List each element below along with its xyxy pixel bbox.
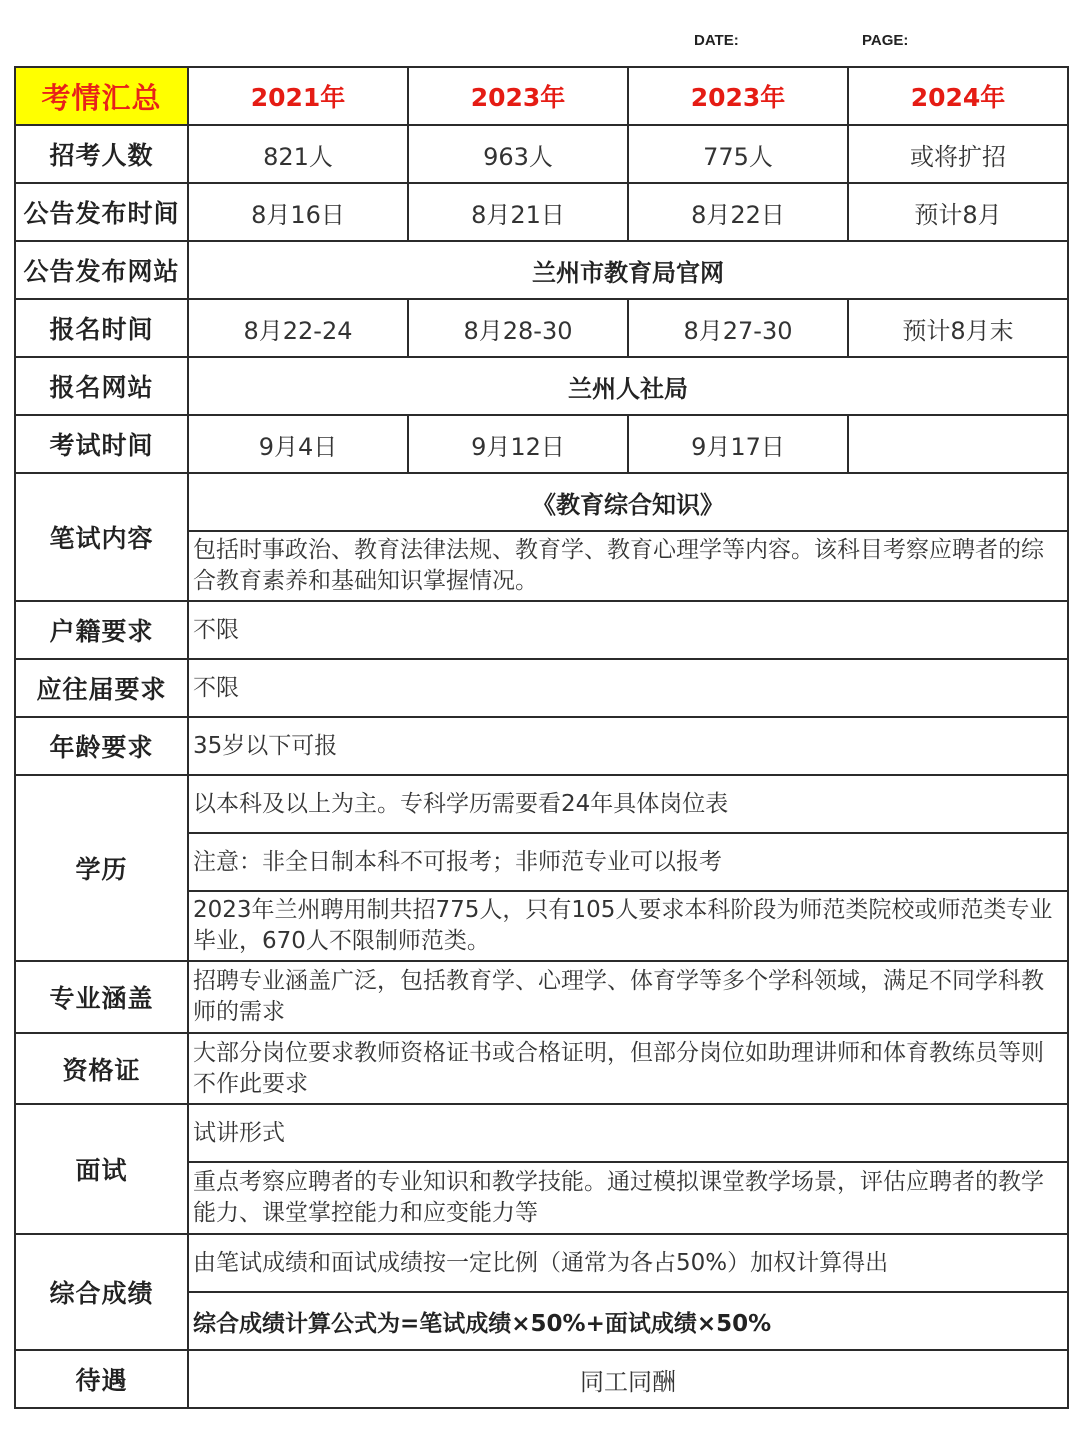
score-row bbox=[15, 1234, 1068, 1292]
cell-value: 或将扩招 bbox=[848, 125, 1068, 183]
row-label: 报名时间 bbox=[15, 299, 188, 357]
row-label: 学历 bbox=[15, 775, 188, 961]
page-label: PAGE: bbox=[862, 32, 909, 49]
register-time-row bbox=[15, 299, 1068, 357]
cell-value: 8月21日 bbox=[408, 183, 628, 241]
row-label: 笔试内容 bbox=[15, 473, 188, 601]
row-label: 公告发布时间 bbox=[15, 183, 188, 241]
year-header: 2023年 bbox=[408, 67, 628, 125]
row-label: 待遇 bbox=[15, 1350, 188, 1408]
cell-value: 兰州人社局 bbox=[188, 357, 1068, 415]
table-title: 考情汇总 bbox=[15, 67, 188, 125]
cell-value: 招聘专业涵盖广泛，包括教育学、心理学、体育学等多个学科领域，满足不同学科教师的需求 bbox=[188, 961, 1068, 1033]
cell-value: 同工同酬 bbox=[188, 1350, 1068, 1408]
cell-value: 35岁以下可报 bbox=[188, 717, 1068, 775]
interview-line: 试讲形式 bbox=[188, 1104, 1068, 1162]
cell-value: 8月22-24 bbox=[188, 299, 408, 357]
exam-summary-table bbox=[14, 66, 1069, 1409]
cell-value: 8月27-30 bbox=[628, 299, 848, 357]
announce-site-row bbox=[15, 241, 1068, 299]
cell-value: 9月4日 bbox=[188, 415, 408, 473]
cell-value: 不限 bbox=[188, 601, 1068, 659]
cell-value: 预计8月末 bbox=[848, 299, 1068, 357]
row-label: 资格证 bbox=[15, 1033, 188, 1104]
cell-value: 不限 bbox=[188, 659, 1068, 717]
score-formula: 综合成绩计算公式为=笔试成绩×50%+面试成绩×50% bbox=[188, 1292, 1068, 1350]
cell-value: 兰州市教育局官网 bbox=[188, 241, 1068, 299]
interview-row bbox=[15, 1104, 1068, 1162]
written-subject-row bbox=[15, 473, 1068, 531]
row-label: 应往届要求 bbox=[15, 659, 188, 717]
hukou-row bbox=[15, 601, 1068, 659]
recruit-count-row bbox=[15, 125, 1068, 183]
cell-value: 9月12日 bbox=[408, 415, 628, 473]
row-label: 户籍要求 bbox=[15, 601, 188, 659]
major-row bbox=[15, 961, 1068, 1033]
exam-time-row bbox=[15, 415, 1068, 473]
page-header bbox=[0, 32, 1080, 52]
cell-value: 8月16日 bbox=[188, 183, 408, 241]
cell-value: 775人 bbox=[628, 125, 848, 183]
row-label: 年龄要求 bbox=[15, 717, 188, 775]
age-row bbox=[15, 717, 1068, 775]
row-label: 招考人数 bbox=[15, 125, 188, 183]
row-label: 公告发布网站 bbox=[15, 241, 188, 299]
cell-value: 8月28-30 bbox=[408, 299, 628, 357]
year-header: 2021年 bbox=[188, 67, 408, 125]
date-label: DATE: bbox=[694, 32, 739, 49]
cell-value: 963人 bbox=[408, 125, 628, 183]
education-line: 以本科及以上为主。专科学历需要看24年具体岗位表 bbox=[188, 775, 1068, 833]
announce-time-row bbox=[15, 183, 1068, 241]
interview-line: 重点考察应聘者的专业知识和教学技能。通过模拟课堂教学场景，评估应聘者的教学能力、课堂掌控能力和应变能力等 bbox=[188, 1162, 1068, 1234]
row-label: 专业涵盖 bbox=[15, 961, 188, 1033]
benefit-row bbox=[15, 1350, 1068, 1408]
education-row bbox=[15, 775, 1068, 833]
row-label: 报名网站 bbox=[15, 357, 188, 415]
year-header-row bbox=[15, 67, 1068, 125]
cell-value: 大部分岗位要求教师资格证书或合格证明，但部分岗位如助理讲师和体育教练员等则不作此要求 bbox=[188, 1033, 1068, 1104]
cell-value: 9月17日 bbox=[628, 415, 848, 473]
education-line: 2023年兰州聘用制共招775人，只有105人要求本科阶段为师范类院校或师范类专业毕业，670人不限制师范类。 bbox=[188, 891, 1068, 961]
written-subject: 《教育综合知识》 bbox=[188, 473, 1068, 531]
cell-value: 8月22日 bbox=[628, 183, 848, 241]
cell-value: 预计8月 bbox=[848, 183, 1068, 241]
graduate-row bbox=[15, 659, 1068, 717]
row-label: 综合成绩 bbox=[15, 1234, 188, 1350]
row-label: 考试时间 bbox=[15, 415, 188, 473]
cell-value bbox=[848, 415, 1068, 473]
row-label: 面试 bbox=[15, 1104, 188, 1234]
written-description: 包括时事政治、教育法律法规、教育学、教育心理学等内容。该科目考察应聘者的综合教育素养和基础知识掌握情况。 bbox=[188, 531, 1068, 601]
score-line: 由笔试成绩和面试成绩按一定比例（通常为各占50%）加权计算得出 bbox=[188, 1234, 1068, 1292]
year-header: 2023年 bbox=[628, 67, 848, 125]
certificate-row bbox=[15, 1033, 1068, 1104]
cell-value: 821人 bbox=[188, 125, 408, 183]
education-line: 注意：非全日制本科不可报考；非师范专业可以报考 bbox=[188, 833, 1068, 891]
register-site-row bbox=[15, 357, 1068, 415]
year-header: 2024年 bbox=[848, 67, 1068, 125]
